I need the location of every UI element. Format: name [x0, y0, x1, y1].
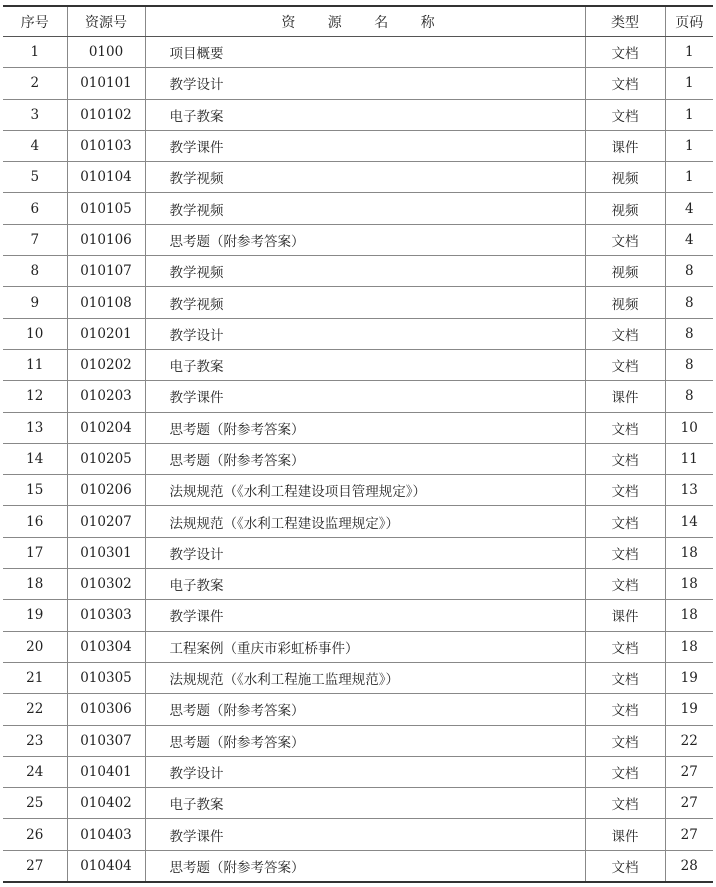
- table-row: [3, 224, 713, 255]
- cell-type: 文档: [585, 850, 665, 882]
- table-row: [3, 162, 713, 193]
- cell-resource-id: 010302: [67, 569, 145, 600]
- cell-resource-name: 项目概要: [145, 37, 585, 68]
- cell-seq: 14: [3, 443, 67, 474]
- cell-resource-name: 工程案例（重庆市彩虹桥事件）: [145, 631, 585, 662]
- cell-type: 文档: [585, 224, 665, 255]
- table-body: [3, 37, 713, 883]
- table-row: [3, 37, 713, 68]
- cell-seq: 12: [3, 381, 67, 412]
- cell-page: 27: [665, 819, 713, 850]
- cell-resource-name: 思考题（附参考答案）: [145, 412, 585, 443]
- cell-type: 文档: [585, 412, 665, 443]
- cell-page: 18: [665, 631, 713, 662]
- cell-resource-id: 010404: [67, 850, 145, 882]
- cell-seq: 20: [3, 631, 67, 662]
- cell-resource-id: 010101: [67, 68, 145, 99]
- table-row: [3, 694, 713, 725]
- cell-seq: 10: [3, 318, 67, 349]
- cell-page: 14: [665, 506, 713, 537]
- cell-page: 19: [665, 662, 713, 693]
- cell-resource-id: 010202: [67, 349, 145, 380]
- cell-resource-name: 教学视频: [145, 256, 585, 287]
- cell-page: 8: [665, 256, 713, 287]
- cell-type: 课件: [585, 130, 665, 161]
- cell-page: 11: [665, 443, 713, 474]
- cell-resource-id: 010104: [67, 162, 145, 193]
- cell-resource-id: 010306: [67, 694, 145, 725]
- cell-resource-id: 010203: [67, 381, 145, 412]
- cell-resource-name: 思考题（附参考答案）: [145, 850, 585, 882]
- cell-page: 27: [665, 788, 713, 819]
- table-row: [3, 537, 713, 568]
- cell-seq: 9: [3, 287, 67, 318]
- header-seq: 序号: [3, 6, 67, 37]
- cell-resource-id: 010403: [67, 819, 145, 850]
- table-row: [3, 256, 713, 287]
- table-row: [3, 788, 713, 819]
- cell-type: 文档: [585, 694, 665, 725]
- cell-type: 课件: [585, 381, 665, 412]
- cell-seq: 27: [3, 850, 67, 882]
- cell-seq: 18: [3, 569, 67, 600]
- cell-resource-name: 思考题（附参考答案）: [145, 224, 585, 255]
- table-row: [3, 662, 713, 693]
- table-row: [3, 130, 713, 161]
- cell-type: 课件: [585, 600, 665, 631]
- cell-type: 文档: [585, 788, 665, 819]
- cell-seq: 15: [3, 475, 67, 506]
- cell-type: 文档: [585, 37, 665, 68]
- cell-resource-id: 010201: [67, 318, 145, 349]
- cell-type: 视频: [585, 193, 665, 224]
- cell-seq: 6: [3, 193, 67, 224]
- cell-page: 28: [665, 850, 713, 882]
- cell-page: 8: [665, 287, 713, 318]
- cell-type: 文档: [585, 662, 665, 693]
- cell-resource-name: 思考题（附参考答案）: [145, 725, 585, 756]
- cell-resource-name: 教学课件: [145, 600, 585, 631]
- table-row: [3, 506, 713, 537]
- resource-index-table: [3, 5, 713, 883]
- cell-resource-name: 电子教案: [145, 99, 585, 130]
- cell-type: 文档: [585, 318, 665, 349]
- table-row: [3, 412, 713, 443]
- table-row: [3, 99, 713, 130]
- cell-resource-id: 010102: [67, 99, 145, 130]
- cell-resource-name: 法规规范（《水利工程施工监理规范》）: [145, 662, 585, 693]
- cell-resource-name: 思考题（附参考答案）: [145, 694, 585, 725]
- cell-seq: 16: [3, 506, 67, 537]
- cell-resource-name: 教学设计: [145, 318, 585, 349]
- table-row: [3, 850, 713, 882]
- header-page: 页码: [665, 6, 713, 37]
- cell-resource-id: 010303: [67, 600, 145, 631]
- cell-type: 文档: [585, 349, 665, 380]
- cell-page: 10: [665, 412, 713, 443]
- cell-resource-id: 010207: [67, 506, 145, 537]
- header-row: [3, 6, 713, 37]
- cell-seq: 7: [3, 224, 67, 255]
- cell-page: 13: [665, 475, 713, 506]
- cell-type: 文档: [585, 443, 665, 474]
- cell-page: 4: [665, 224, 713, 255]
- cell-page: 8: [665, 381, 713, 412]
- cell-resource-id: 010106: [67, 224, 145, 255]
- table-row: [3, 287, 713, 318]
- cell-resource-id: 010204: [67, 412, 145, 443]
- header-type: 类型: [585, 6, 665, 37]
- cell-type: 文档: [585, 569, 665, 600]
- cell-resource-id: 010107: [67, 256, 145, 287]
- cell-page: 18: [665, 600, 713, 631]
- cell-page: 8: [665, 318, 713, 349]
- cell-seq: 5: [3, 162, 67, 193]
- cell-resource-id: 010206: [67, 475, 145, 506]
- table-row: [3, 569, 713, 600]
- cell-type: 文档: [585, 506, 665, 537]
- cell-page: 1: [665, 162, 713, 193]
- cell-seq: 13: [3, 412, 67, 443]
- cell-seq: 11: [3, 349, 67, 380]
- cell-type: 视频: [585, 256, 665, 287]
- cell-resource-id: 010105: [67, 193, 145, 224]
- cell-seq: 24: [3, 756, 67, 787]
- cell-page: 1: [665, 37, 713, 68]
- cell-type: 文档: [585, 537, 665, 568]
- cell-seq: 1: [3, 37, 67, 68]
- cell-resource-id: 010402: [67, 788, 145, 819]
- table-row: [3, 68, 713, 99]
- cell-seq: 3: [3, 99, 67, 130]
- table-row: [3, 631, 713, 662]
- cell-resource-name: 教学课件: [145, 130, 585, 161]
- table-row: [3, 600, 713, 631]
- header-resource-id: 资源号: [67, 6, 145, 37]
- cell-page: 1: [665, 68, 713, 99]
- cell-seq: 25: [3, 788, 67, 819]
- cell-resource-id: 010305: [67, 662, 145, 693]
- cell-resource-name: 教学视频: [145, 287, 585, 318]
- cell-seq: 21: [3, 662, 67, 693]
- cell-type: 文档: [585, 68, 665, 99]
- table-row: [3, 819, 713, 850]
- cell-resource-id: 010304: [67, 631, 145, 662]
- cell-resource-name: 教学设计: [145, 537, 585, 568]
- cell-type: 文档: [585, 725, 665, 756]
- cell-resource-name: 电子教案: [145, 349, 585, 380]
- cell-page: 18: [665, 537, 713, 568]
- cell-type: 视频: [585, 162, 665, 193]
- cell-resource-id: 010103: [67, 130, 145, 161]
- cell-resource-id: 010301: [67, 537, 145, 568]
- cell-type: 文档: [585, 99, 665, 130]
- table-row: [3, 475, 713, 506]
- cell-type: 视频: [585, 287, 665, 318]
- cell-seq: 17: [3, 537, 67, 568]
- cell-page: 19: [665, 694, 713, 725]
- cell-resource-id: 010205: [67, 443, 145, 474]
- table-row: [3, 318, 713, 349]
- cell-resource-name: 电子教案: [145, 569, 585, 600]
- header-resource-name-label: 资 源 名 称: [281, 14, 449, 31]
- cell-resource-id: 010108: [67, 287, 145, 318]
- table-row: [3, 756, 713, 787]
- table-row: [3, 349, 713, 380]
- cell-seq: 4: [3, 130, 67, 161]
- cell-type: 课件: [585, 819, 665, 850]
- cell-seq: 2: [3, 68, 67, 99]
- cell-resource-id: 010307: [67, 725, 145, 756]
- cell-resource-name: 法规规范（《水利工程建设项目管理规定》）: [145, 475, 585, 506]
- table-row: [3, 381, 713, 412]
- cell-type: 文档: [585, 631, 665, 662]
- cell-resource-id: 0100: [67, 37, 145, 68]
- cell-seq: 8: [3, 256, 67, 287]
- cell-resource-name: 法规规范（《水利工程建设监理规定》）: [145, 506, 585, 537]
- cell-page: 4: [665, 193, 713, 224]
- cell-seq: 23: [3, 725, 67, 756]
- cell-resource-name: 教学设计: [145, 756, 585, 787]
- cell-resource-name: 教学设计: [145, 68, 585, 99]
- cell-resource-name: 教学视频: [145, 193, 585, 224]
- cell-page: 8: [665, 349, 713, 380]
- table-row: [3, 443, 713, 474]
- cell-resource-id: 010401: [67, 756, 145, 787]
- cell-seq: 19: [3, 600, 67, 631]
- cell-resource-name: 教学课件: [145, 819, 585, 850]
- cell-resource-name: 思考题（附参考答案）: [145, 443, 585, 474]
- cell-page: 18: [665, 569, 713, 600]
- table-row: [3, 725, 713, 756]
- cell-type: 文档: [585, 475, 665, 506]
- cell-resource-name: 电子教案: [145, 788, 585, 819]
- cell-page: 1: [665, 99, 713, 130]
- header-resource-name: [145, 6, 585, 37]
- cell-seq: 26: [3, 819, 67, 850]
- cell-seq: 22: [3, 694, 67, 725]
- table-row: [3, 193, 713, 224]
- cell-page: 22: [665, 725, 713, 756]
- cell-type: 文档: [585, 756, 665, 787]
- cell-resource-name: 教学视频: [145, 162, 585, 193]
- cell-resource-name: 教学课件: [145, 381, 585, 412]
- cell-page: 27: [665, 756, 713, 787]
- cell-page: 1: [665, 130, 713, 161]
